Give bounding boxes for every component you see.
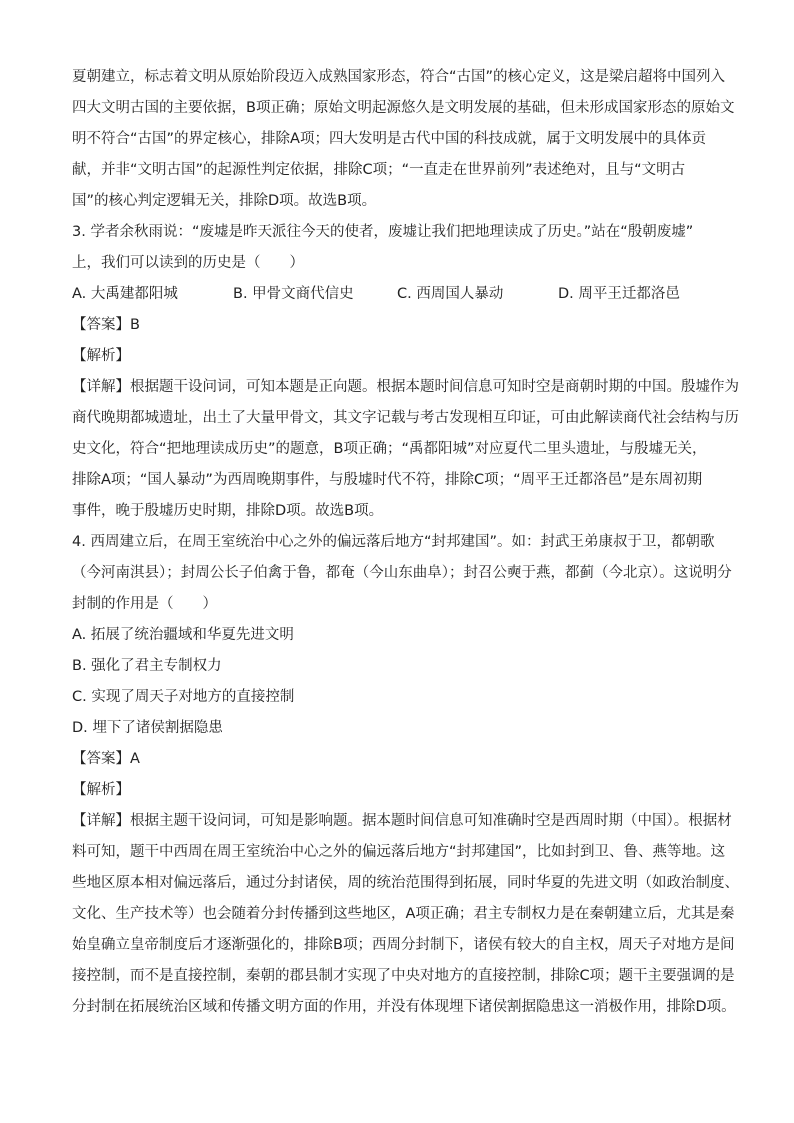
options-row (72, 279, 724, 310)
analysis-label: 【解析】 (72, 782, 130, 798)
detail-line: 料可知，题干中西周在周王室统治中心之外的偏远落后地方“封邦建国”，比如封到卫、鲁、燕等地。这 (72, 844, 726, 860)
option-d: D. 周平王迁都洛邑 (558, 286, 680, 302)
detail-line: 始皇确立皇帝制度后才逐渐强化的，排除B项；西周分封制下，诸侯有较大的自主权，周天子对地方是间 (72, 937, 735, 953)
detail-line: 商代晚期都城遗址，出土了大量甲骨文，其文字记载与考古发现相互印证，可由此解读商代社会结构与历 (72, 410, 739, 426)
previous-explanation (72, 62, 735, 217)
text-line: 四大文明古国的主要依据，B项正确；原始文明起源悠久是文明发展的基础，但未形成国家形态的原始文 (72, 100, 735, 116)
question-stem: 封制的作用是（ ） (72, 596, 217, 612)
option-a: A. 大禹建都阳城 (72, 286, 178, 302)
question-stem: 4. 西周建立后，在周王室统治中心之外的偏远落后地方“封邦建国”。如：封武王弟康叔于卫，都朝歌 (72, 534, 715, 550)
question-stem: 上，我们可以读到的历史是（ ） (72, 255, 304, 271)
question-stem: （今河南淇县）；封周公长子伯禽于鲁，都奄（今山东曲阜）；封召公奭于燕，都蓟（今北京）。这说明分 (72, 565, 732, 581)
question-4 (72, 527, 739, 1023)
option-b: B. 甲骨文商代信史 (233, 286, 354, 302)
document-page (72, 62, 739, 1023)
text-line: 献，并非“文明古国”的起源性判定依据，排除C项；“一直走在世界前列”表述绝对，且与“文明古 (72, 162, 686, 178)
option-b: B. 强化了君主专制权力 (72, 658, 222, 674)
question-stem: 3. 学者余秋雨说：“废墟是昨天派往今天的使者，废墟让我们把地理读成了历史。”站在“殷朝废墟” (72, 224, 694, 240)
option-d: D. 埋下了诸侯割据隐患 (72, 720, 223, 736)
text-line: 国”的核心判定逻辑无关，排除D项。故选B项。 (72, 193, 377, 209)
text-line: 夏朝建立，标志着文明从原始阶段迈入成熟国家形态，符合“古国”的核心定义，这是梁启超将中国列入 (72, 69, 726, 85)
question-3 (72, 217, 739, 527)
detail-line: 些地区原本相对偏远落后，通过分封诸侯，周的统治范围得到拓展，同时华夏的先进文明（如政治制度、 (72, 875, 739, 891)
detail-line: 文化、生产技术等）也会随着分封传播到这些地区，A项正确；君主专制权力是在秦朝建立后，尤其是秦 (72, 906, 735, 922)
answer-label: 【答案】B (72, 317, 140, 333)
option-c: C. 实现了周天子对地方的直接控制 (72, 689, 295, 705)
option-a: A. 拓展了统治疆域和华夏先进文明 (72, 627, 294, 643)
detail-line: 排除A项；“国人暴动”为西周晚期事件，与殷墟时代不符，排除C项；“周平王迁都洛邑”是东周初期 (72, 472, 703, 488)
detail-line: 接控制，而不是直接控制，秦朝的郡县制才实现了中央对地方的直接控制，排除C项；题干主要强调的是 (72, 968, 735, 984)
analysis-label: 【解析】 (72, 348, 130, 364)
detail-line: 事件，晚于殷墟历史时期，排除D项。故选B项。 (72, 503, 384, 519)
text-line: 明不符合“古国”的界定核心，排除A项；四大发明是古代中国的科技成就，属于文明发展中的具体贡 (72, 131, 706, 147)
detail-line: 分封制在拓展统治区域和传播文明方面的作用，并没有体现埋下诸侯割据隐患这一消极作用，排除D项。 (72, 999, 736, 1015)
detail-line: 【详解】根据主题干设问词，可知是影响题。据本题时间信息可知准确时空是西周时期（中国）。根据材 (72, 813, 732, 829)
detail-line: 【详解】根据题干设问词，可知本题是正向题。根据本题时间信息可知时空是商朝时期的中国。殷墟作为 (72, 379, 739, 395)
answer-label: 【答案】A (72, 751, 140, 767)
detail-line: 史文化，符合“把地理读成历史”的题意，B项正确；“禹都阳城”对应夏代二里头遗址，与殷墟无关， (72, 441, 707, 457)
option-c: C. 西周国人暴动 (397, 286, 504, 302)
